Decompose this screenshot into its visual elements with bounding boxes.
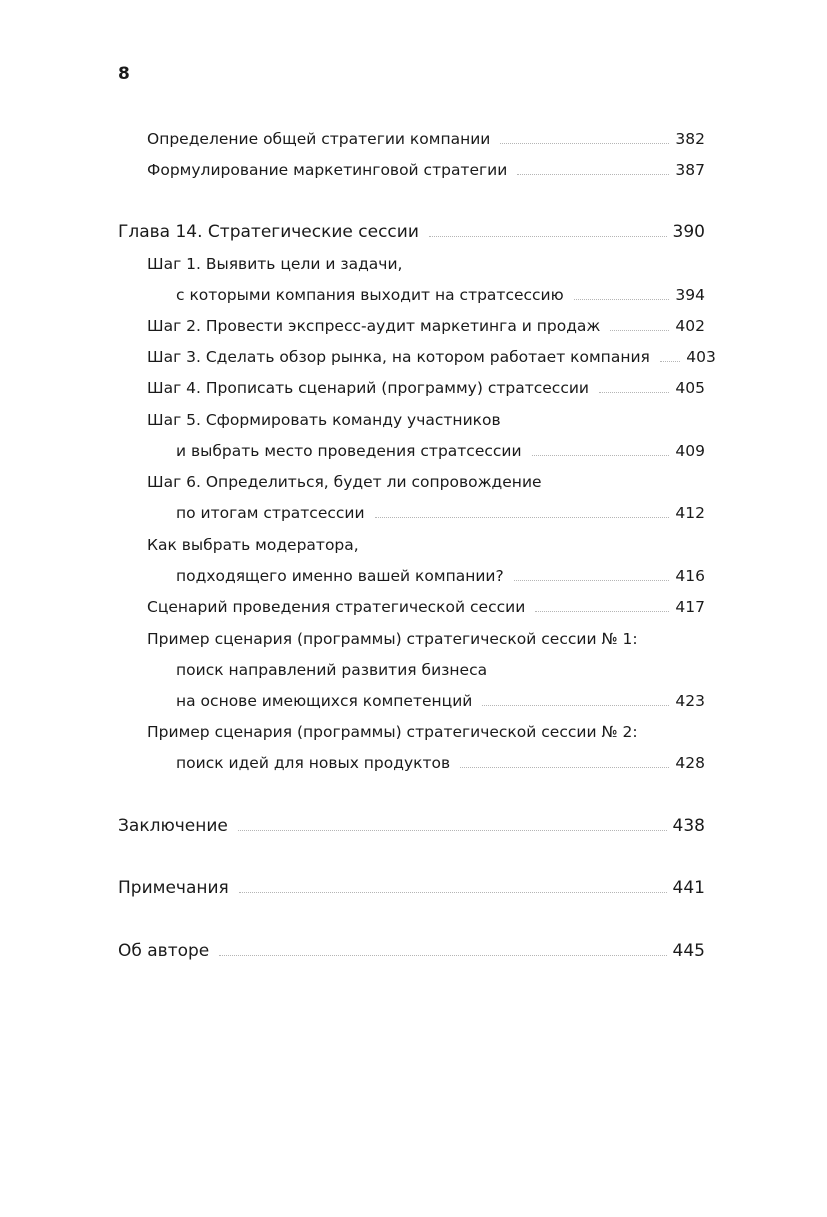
toc-entry[interactable] bbox=[147, 407, 501, 433]
toc-entry-title: Примечания bbox=[118, 878, 229, 898]
toc-entry-title: Пример сценария (программы) стратегической сессии № 1: bbox=[147, 630, 638, 648]
dot-leader bbox=[219, 954, 666, 956]
toc-entry-continuation[interactable] bbox=[176, 750, 705, 776]
toc-entry-title: Как выбрать модератора, bbox=[147, 536, 359, 554]
toc-entry-title: Шаг 6. Определиться, будет ли сопровождение bbox=[147, 473, 542, 491]
dot-leader bbox=[660, 360, 680, 362]
toc-entry[interactable] bbox=[147, 313, 705, 339]
toc-entry-title: Пример сценария (программы) стратегической сессии № 2: bbox=[147, 723, 638, 741]
toc-entry[interactable] bbox=[147, 126, 705, 152]
toc-entry-continuation[interactable] bbox=[176, 500, 705, 526]
toc-entry-continuation[interactable] bbox=[176, 657, 487, 683]
toc-entry-page: 423 bbox=[675, 692, 705, 710]
toc-entry-title: с которыми компания выходит на стратсессию bbox=[176, 286, 564, 304]
toc-entry-title: Шаг 5. Сформировать команду участников bbox=[147, 411, 501, 429]
toc-entry[interactable] bbox=[147, 157, 705, 183]
toc-entry-title: поиск направлений развития бизнеса bbox=[176, 661, 488, 679]
dot-leader bbox=[610, 329, 669, 331]
toc-entry-page: 438 bbox=[672, 816, 705, 836]
toc-entry-page: 394 bbox=[675, 286, 705, 304]
toc-entry-title: Определение общей стратегии компании bbox=[147, 130, 491, 148]
toc-entry-page: 441 bbox=[672, 878, 705, 898]
toc-entry-page: 412 bbox=[675, 504, 705, 522]
toc-entry-title: Шаг 2. Провести экспресс-аудит маркетинга и продаж bbox=[147, 317, 601, 335]
dot-leader bbox=[460, 766, 669, 768]
toc-entry-title: Шаг 1. Выявить цели и задачи, bbox=[147, 255, 403, 273]
toc-entry-page: 387 bbox=[675, 161, 705, 179]
toc-entry[interactable] bbox=[147, 532, 359, 558]
toc-entry-page: 402 bbox=[675, 317, 705, 335]
toc-chapter-entry[interactable] bbox=[118, 813, 705, 839]
toc-entry[interactable] bbox=[147, 344, 716, 370]
dot-leader bbox=[238, 829, 667, 831]
toc-entry-title: Сценарий проведения стратегической сессии bbox=[147, 598, 526, 616]
toc-entry[interactable] bbox=[147, 594, 705, 620]
toc-entry-page: 405 bbox=[675, 379, 705, 397]
toc-entry-title: по итогам стратсессии bbox=[176, 504, 365, 522]
dot-leader bbox=[429, 235, 667, 237]
toc-entry-title: поиск идей для новых продуктов bbox=[176, 754, 451, 772]
dot-leader bbox=[574, 298, 669, 300]
toc-entry-page: 417 bbox=[675, 598, 705, 616]
toc-entry-page: 445 bbox=[672, 941, 705, 961]
toc-entry-page: 382 bbox=[675, 130, 705, 148]
toc-entry[interactable] bbox=[147, 719, 638, 745]
dot-leader bbox=[532, 454, 669, 456]
dot-leader bbox=[239, 891, 667, 893]
toc-chapter-entry[interactable] bbox=[118, 875, 705, 901]
dot-leader bbox=[375, 516, 669, 518]
toc-entry-continuation[interactable] bbox=[176, 563, 705, 589]
toc-entry-title: Шаг 4. Прописать сценарий (программу) стратсессии bbox=[147, 379, 589, 397]
toc-entry-title: на основе имеющихся компетенций bbox=[176, 692, 473, 710]
dot-leader bbox=[514, 579, 669, 581]
dot-leader bbox=[535, 610, 669, 612]
toc-entry-title: Шаг 3. Сделать обзор рынка, на котором работает компания bbox=[147, 348, 650, 366]
toc-entry-continuation[interactable] bbox=[176, 688, 705, 714]
page-number: 8 bbox=[118, 64, 130, 84]
dot-leader bbox=[500, 142, 669, 144]
toc-entry-page: 409 bbox=[675, 442, 705, 460]
toc-entry-title: подходящего именно вашей компании? bbox=[176, 567, 504, 585]
toc-entry-page: 428 bbox=[675, 754, 705, 772]
toc-entry-title: Об авторе bbox=[118, 941, 210, 961]
toc-entry-continuation[interactable] bbox=[176, 282, 705, 308]
toc-entry[interactable] bbox=[147, 375, 705, 401]
dot-leader bbox=[517, 173, 669, 175]
toc-entry[interactable] bbox=[147, 469, 542, 495]
dot-leader bbox=[482, 704, 669, 706]
toc-entry-page: 416 bbox=[675, 567, 705, 585]
toc-chapter-entry[interactable] bbox=[118, 938, 705, 964]
toc-entry-title: Заключение bbox=[118, 816, 228, 836]
toc-entry-title: Глава 14. Стратегические сессии bbox=[118, 222, 419, 242]
toc-entry-title: и выбрать место проведения стратсессии bbox=[176, 442, 522, 460]
toc-entry[interactable] bbox=[147, 251, 402, 277]
toc-entry-page: 403 bbox=[686, 348, 716, 366]
toc-entry-continuation[interactable] bbox=[176, 438, 705, 464]
toc-entry[interactable] bbox=[147, 626, 638, 652]
toc-chapter-entry[interactable] bbox=[118, 219, 705, 245]
toc-entry-title: Формулирование маркетинговой стратегии bbox=[147, 161, 508, 179]
dot-leader bbox=[599, 391, 669, 393]
toc-entry-page: 390 bbox=[672, 222, 705, 242]
